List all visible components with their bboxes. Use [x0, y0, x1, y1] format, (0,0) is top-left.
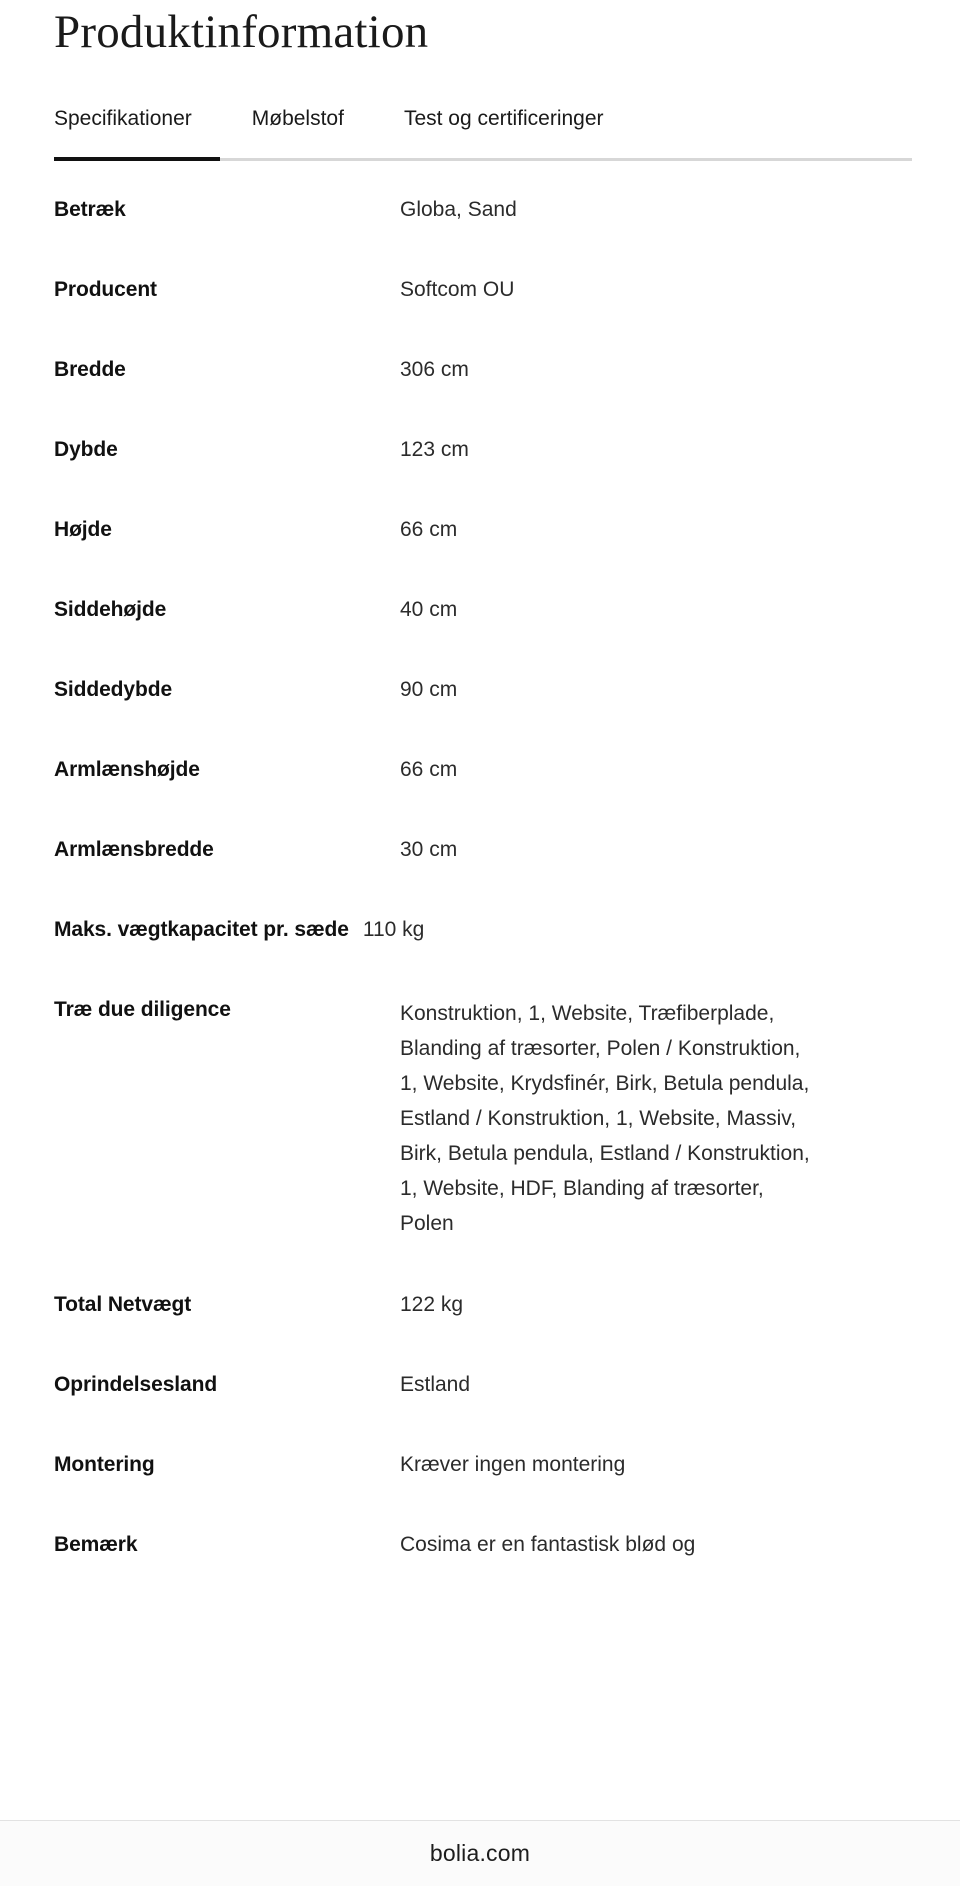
active-tab-indicator — [54, 157, 220, 161]
tab-specifikationer[interactable]: Specifikationer — [54, 107, 192, 130]
table-row — [54, 1371, 914, 1399]
spec-label: Total Netvægt — [54, 1293, 192, 1316]
spec-label: Armlænshøjde — [54, 758, 200, 781]
spec-value: Cosima er en fantastisk blød og — [400, 1533, 696, 1556]
spec-label: Dybde — [54, 438, 118, 461]
spec-value: Globa, Sand — [400, 198, 517, 221]
table-row — [54, 516, 914, 544]
spec-label: Montering — [54, 1453, 155, 1476]
spec-value: 306 cm — [400, 358, 469, 381]
spec-value: 40 cm — [400, 598, 458, 621]
spec-label: Træ due diligence — [54, 998, 231, 1021]
product-info-tabs — [54, 106, 912, 162]
spec-label: Højde — [54, 518, 112, 541]
spec-value: Estland — [400, 1373, 471, 1396]
table-row — [54, 276, 914, 304]
tab-test-og-certificeringer[interactable]: Test og certificeringer — [403, 107, 604, 130]
spec-label: Bemærk — [54, 1533, 138, 1556]
table-row — [54, 436, 914, 464]
spec-label: Siddedybde — [54, 678, 173, 701]
table-row — [54, 196, 914, 224]
spec-value: 66 cm — [400, 518, 458, 541]
spec-value: Kræver ingen montering — [400, 1453, 626, 1476]
spec-value: 110 kg — [362, 918, 425, 941]
spec-value: 122 kg — [400, 1293, 464, 1316]
table-row — [54, 836, 914, 864]
spec-label: Siddehøjde — [54, 598, 167, 621]
table-row — [54, 916, 914, 944]
specifications-table — [54, 196, 914, 1611]
spec-value: 66 cm — [400, 758, 458, 781]
spec-label: Oprindelsesland — [54, 1373, 218, 1396]
spec-label: Betræk — [54, 198, 126, 221]
table-row — [54, 356, 914, 384]
table-row — [54, 1451, 914, 1479]
spec-value: 30 cm — [400, 838, 458, 861]
page-title: Produktinformation — [54, 6, 429, 58]
table-row — [54, 1531, 914, 1559]
site-url-label: bolia.com — [429, 1840, 531, 1866]
spec-label: Maks. vægtkapacitet pr. sæde — [54, 918, 349, 941]
spec-label: Armlænsbredde — [54, 838, 214, 861]
spec-label: Producent — [54, 278, 157, 301]
spec-value: 90 cm — [400, 678, 458, 701]
browser-footer-bar — [0, 1820, 960, 1886]
spec-value: 123 cm — [400, 438, 469, 461]
spec-value: Konstruktion, 1, Website, Træfiberplade, Blanding af træsorter, Polen / Konstruktion, 1, Website, Krydsfinér, Birk, Betula pendula, Estland / Konstruktion, 1, Website, Massiv, Birk, Betula pendula, Estland / Konstruktion, 1, Website, HDF, Blanding af træsorter, Polen — [400, 1002, 810, 1235]
table-row — [54, 996, 914, 1241]
table-row — [54, 1291, 914, 1319]
table-row — [54, 596, 914, 624]
spec-value: Softcom OU — [400, 278, 515, 301]
table-row — [54, 756, 914, 784]
tab-mobelstof[interactable]: Møbelstof — [251, 107, 344, 130]
table-row — [54, 676, 914, 704]
spec-label: Bredde — [54, 358, 126, 381]
